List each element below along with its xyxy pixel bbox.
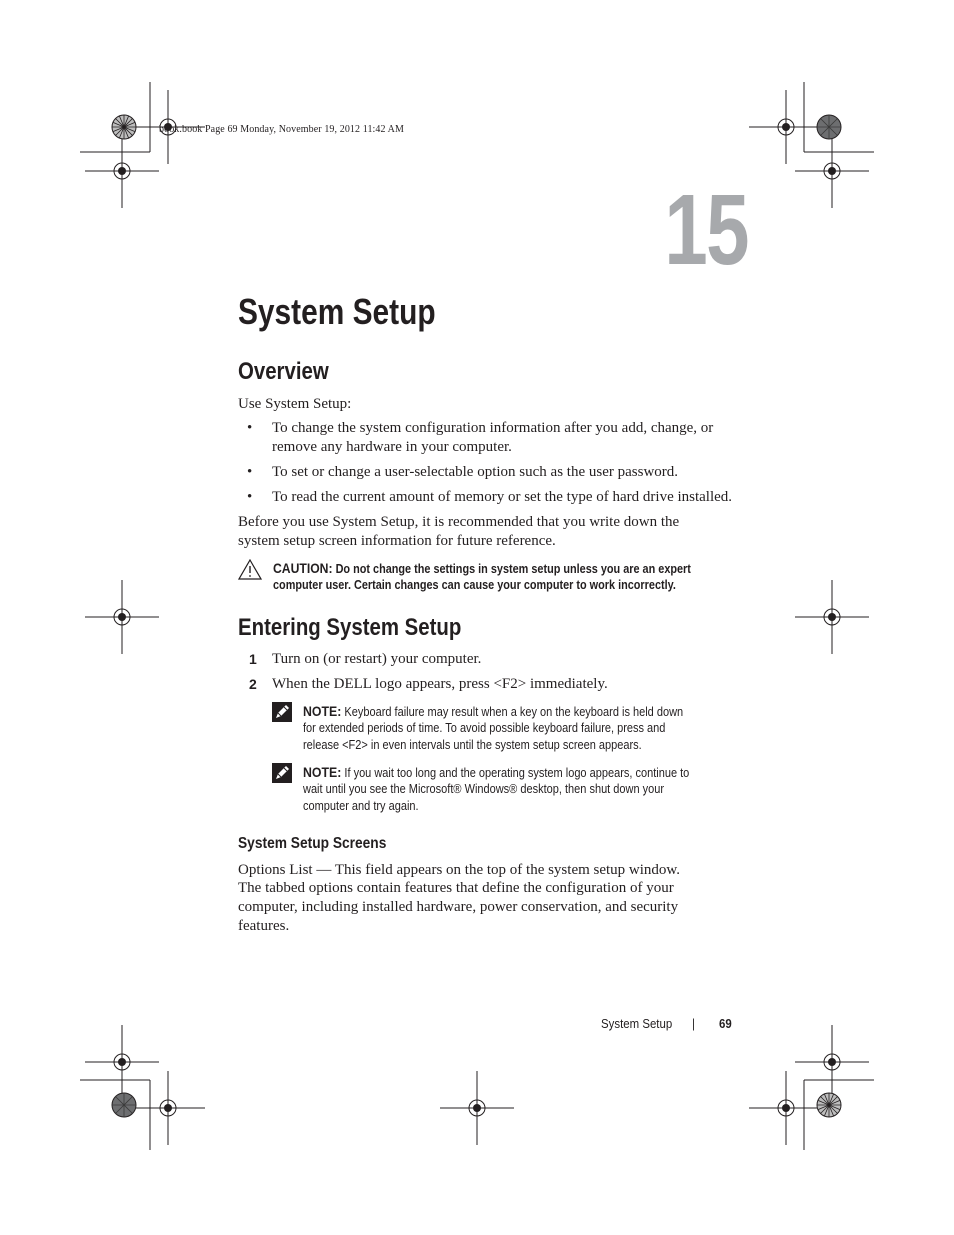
overview-intro: Use System Setup: [238, 396, 352, 412]
note-pencil-icon [272, 763, 292, 783]
note-1-text-1: Keyboard failure may result when a key on the keyboard is held down [344, 705, 684, 719]
registration-mark-icon [749, 1071, 823, 1145]
bullet-marker: • [247, 464, 253, 480]
caution-triangle-icon [238, 559, 262, 580]
screens-line3: computer, including installed hardware, power conservation, and security [238, 899, 679, 915]
note-1-line1 [303, 703, 761, 721]
starburst-target-icon [817, 115, 841, 139]
note-1-line3: release <F2> in even intervals until the system setup screen appears. [303, 738, 642, 752]
footer-section-name: System Setup [601, 1016, 673, 1031]
caution-label: CAUTION: [273, 560, 333, 576]
note-2-line2: wait until you see the Microsoft® Windows® desktop, then shut down your [303, 782, 665, 796]
step-number: 2 [249, 676, 257, 692]
note-1-line2: for extended periods of time. To avoid possible keyboard failure, press and [303, 721, 666, 735]
overview-heading: Overview [238, 358, 329, 385]
screens-line2: The tabbed options contain features that define the configuration of your [238, 880, 674, 896]
entering-heading: Entering System Setup [238, 614, 462, 641]
note-2-line1 [303, 764, 761, 782]
registration-mark-icon [749, 90, 823, 164]
bullet-item-1-line1: To change the system configuration information after you add, change, or [272, 420, 714, 436]
footer-separator: | [692, 1016, 695, 1031]
chapter-title: System Setup [238, 291, 436, 332]
starburst-target-icon [817, 1093, 841, 1117]
starburst-target-icon [112, 1093, 136, 1117]
bullet-item-2: To set or change a user-selectable option such as the user password. [272, 464, 679, 480]
caution-line1 [273, 560, 734, 578]
bullet-marker: • [247, 420, 253, 436]
print-header: book.book Page 69 Monday, November 19, 2012 11:42 AM [159, 124, 404, 135]
step-text: When the DELL logo appears, press <F2> immediately. [272, 676, 608, 692]
note-label: NOTE: [303, 703, 342, 719]
overview-paragraph-line2: system setup screen information for future reference. [238, 533, 556, 549]
registration-mark-icon [795, 1025, 869, 1099]
caution-line2: computer user. Certain changes can cause your computer to work incorrectly. [273, 578, 676, 592]
registration-mark-icon [85, 1025, 159, 1099]
registration-mark-icon [85, 580, 159, 654]
registration-mark-icon [440, 1071, 514, 1145]
screens-heading: System Setup Screens [238, 835, 387, 852]
caution-text-1: Do not change the settings in system setup unless you are an expert [335, 562, 691, 576]
note-pencil-icon [272, 702, 292, 722]
note-2-text-1: If you wait too long and the operating system logo appears, continue to [344, 766, 690, 780]
note-2-line3: computer and try again. [303, 799, 419, 813]
starburst-target-icon [112, 115, 136, 139]
bullet-item-3: To read the current amount of memory or set the type of hard drive installed. [272, 489, 733, 505]
bullet-marker: • [247, 489, 253, 505]
registration-mark-icon [131, 1071, 205, 1145]
page-number: 69 [719, 1016, 732, 1031]
note-label: NOTE: [303, 764, 342, 780]
options-list-term: Options List [238, 862, 313, 878]
step-text: Turn on (or restart) your computer. [272, 651, 482, 667]
overview-paragraph-line1: Before you use System Setup, it is recommended that you write down the [238, 514, 680, 530]
registration-mark-icon [85, 134, 159, 208]
registration-mark-icon [795, 580, 869, 654]
screens-line4: features. [238, 918, 290, 934]
screens-text-1: — This field appears on the top of the system setup window. [312, 862, 681, 878]
step-number: 1 [249, 651, 257, 667]
screens-line1 [238, 861, 680, 880]
registration-mark-icon [795, 134, 869, 208]
bullet-item-1-line2: remove any hardware in your computer. [272, 439, 512, 455]
chapter-number: 15 [664, 174, 748, 286]
